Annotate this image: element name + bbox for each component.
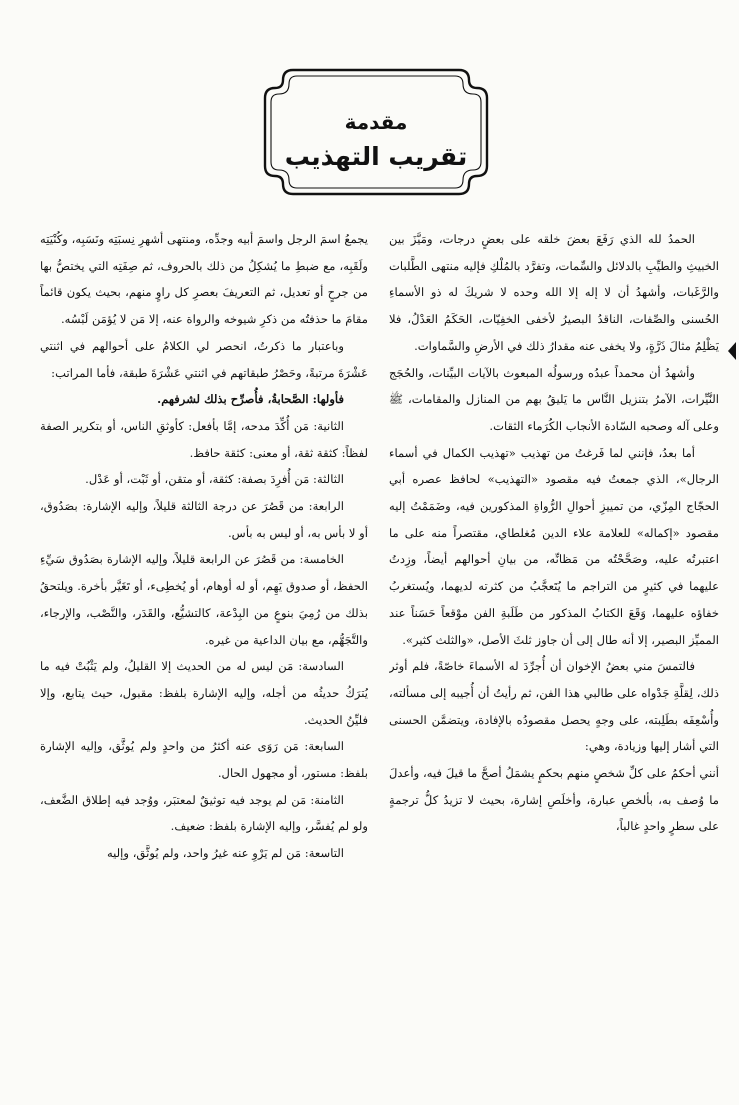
- title-line-2: تقريب التهذيب: [284, 142, 468, 171]
- rank-7: السابعة: مَن رَوَى عنه أكثرُ من واحدٍ ولم يُوثَّق، وإليه الإشارة بلفظ: مستور، أو مجهول الحال.: [40, 739, 368, 781]
- rank-1: فأولها: الصَّحابةُ، فأُصرِّح بذلك لشرفهم.: [157, 392, 344, 407]
- paragraph-praise: الحمدُ لله الذي رَفَعَ بعضَ خلقه على بعضٍ درجات، ومَيَّزَ بين الخبيثِ والطيِّبِ بالدلائل والسِّمات، وتفرَّد بالمُلْكِ فإليه منتهى الطَّلبات والرَّغَبات، وأشهدُ أن لا إله إلا الله وحده لا شريكَ له ذو الأسماءِ الحُسنى والصِّفات، الناقدُ البصيرُ لأخفى الخفِيّات، الحَكَمُ العَدْلُ، فلا يَظْلِمُ مثالَ ذَرَّةٍ، ولا يخفى عنه مقدارُ ذلك في الأرضِ والسَّماوات.: [389, 232, 719, 353]
- right-column: [389, 226, 719, 1088]
- title-cartouche: [261, 66, 491, 198]
- rank-8: الثامنة: مَن لم يوجد فيه توثيقٌ لمعتبَر، ووُجد فيه إطلاق الضَّعف، ولو لم يُفسَّر، وإليه الإشارة بلفظ: ضعيف.: [40, 792, 368, 834]
- rank-5: الخامسة: من قَصُرَ عن الرابعة قليلاً، وإليه الإشارة بصَدُوق سَيِّءِ الحفظ، أو صدوق يَهِم، أو له أوهام، أو يُخطِىء، أو تَغَيَّر بأخرة. ويلتحقُ بذلك من رُمِيَ بنوعٍ من البِدْعة، كالتشيُّع، والقَدَر، والنَّصْب، والإرجاء، والتَّجَهُّم، مع بيان الداعية من غيره.: [40, 552, 368, 647]
- rank-2: الثانية: مَن أُكِّدَ مدحه، إمَّا بأفعل: كأوثقِ الناس، أو بتكرير الصفة لفظاً: كثقة ثقة، أو معنى: كثقة حافظ.: [40, 418, 368, 460]
- left-column: [40, 226, 368, 1088]
- paragraph-method-continued: يجمعُ اسمَ الرجل واسمَ أبيه وجدِّه، ومنتهى أشهرِ نِسبَتِه ونَسَبِه، وكُنْيَتِه ولَقَبِه، مع ضبطِ ما يُشكِلُ من ذلك بالحروف، ثم صِفَتِه التي يختصُّ بها من جرحٍ أو تعديل، ثم التعريفَ بعصرِ كل راوٍ منهم، بحيث يكون قائماً مقامَ ما حذفتُه من ذكرِ شيوخه والرواة عنه، إلا مَن لا يُؤمَن لَبْسُه.: [40, 232, 368, 327]
- rank-3: الثالثة: مَن أُفرِدَ بصفة: كثقة، أو متقن، أو ثَبْت، أو عَدْل.: [85, 472, 344, 487]
- rank-6: السادسة: مَن ليس له من الحديث إلا القليلُ، ولم يَثْبُتْ فيه ما يُترَكُ حديثُه من أجله، وإليه الإشارة بلفظ: مقبول، حيث يتابع، وإلا فليِّنُ الحديث.: [40, 659, 368, 727]
- rank-4: الرابعة: من قَصُرَ عن درجة الثالثة قليلاً، وإليه الإشارة: بصَدُوق، أو لا بأس به، أو ليس به بأس.: [40, 499, 368, 540]
- page-edge-marker-icon: [728, 342, 736, 360]
- paragraph-purpose: أما بعدُ، فإنني لما فَرغتُ من تهذيب «تهذيب الكمال في أسماء الرجال»، الذي جمعتُ فيه مقصود «التهذيب» لحافظ عصره أبي الحجّاج المِزّي، من تمييزِ أحوالِ الرُّواةِ المذكورين فيه، وضَمَمْتُ إليه مقصود «إكماله» للعلامة علاء الدين مُغلطاي، مقتصراً منه على ما اعتبرتُه عليه، وصَحَّحْتُه من مَظانِّه، من بيانِ أحوالهم أيضاً، وزِدتُ عليهما في كثيرٍ من التراجم ما يُتَعجَّبُ من كثرته لديهما، ويُستغربُ خفاؤه عليهما، وَقَعَ الكتابُ المذكور من طَلَبةِ الفن موْقعاً حَسَناً عند المميِّز البصير، إلا أنه طال إلى أن جاوز ثلثَ الأصل، «والثلث كثير».: [389, 445, 719, 647]
- paragraph-method: أنني أحكمُ على كلِّ شخصٍ منهم بحكمٍ يشمَلُ أصحَّ ما قيلَ فيه، وأعدلَ ما وُصف به، بألخصِ عبارة، وأخلَصِ إشارة، بحيث لا تزيدُ كلُّ ترجمةٍ على سطرٍ واحدٍ غالباً،: [389, 766, 719, 834]
- title-line-1: مقدمة: [344, 110, 408, 134]
- paragraph-ranks-intro: وباعتبار ما ذكرتُ، انحصر لي الكلامُ على أحوالهم في اثنتي عَشْرَةَ مرتبةً، وحَصْرُ طبقاتهم في اثنتي عَشْرَةَ طبقة، فأما المراتب:: [40, 338, 368, 380]
- paragraph-request: فالتمسَ مني بعضُ الإخوان أن أُجرِّدَ له الأسماءَ خاصّةً، فلم أوثر ذلك، لِقلَّةِ جَدْواه على طالبي هذا الفن، ثم رأيتُ أن أُجيبه إلى مسألته، وأُسْعِفَه بطَلِبته، على وجهٍ يحصل مقصودُه بالإفادة، ويتضمَّن الحسنى التي أشار إليها وزيادة، وهي:: [389, 659, 719, 754]
- rank-9: التاسعة: مَن لم يَرْوِ عنه غيرُ واحد، ولم يُوثَّق، وإليه: [106, 846, 344, 861]
- paragraph-testimony: وأشهدُ أن محمداً عبدُه ورسولُه المبعوث بالآيات البيِّنات، والحُجَج النَّيِّرات، الآمرُ بتنزيل النَّاس ما يَليقُ بهم من المنازل والمقامات، ﷺ وعلى آله وصحبه السّادة الأنجاب الكُرَماء الثقات.: [389, 365, 719, 433]
